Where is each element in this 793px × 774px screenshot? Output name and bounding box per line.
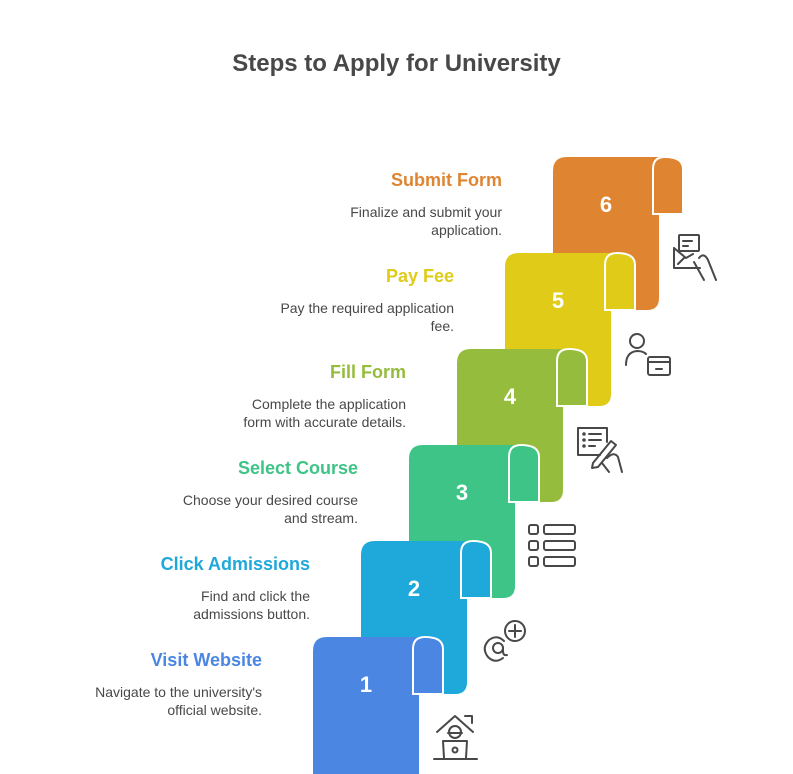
step-3-description-line2: and stream. — [284, 510, 358, 526]
step-6-text — [242, 170, 502, 239]
step-5-text — [194, 266, 454, 335]
step-6-description-line2: application. — [431, 222, 502, 238]
step-5-description-line2: fee. — [430, 318, 454, 334]
step-3-text — [98, 458, 358, 527]
step-1-title: Visit Website — [150, 650, 262, 670]
form-pen-icon — [578, 428, 622, 472]
step-2-title: Click Admissions — [160, 554, 310, 574]
envelope-hand-icon — [674, 235, 716, 280]
step-4-description-line1: Complete the application — [251, 396, 406, 412]
step-3-title: Select Course — [237, 458, 358, 478]
step-2-number: 2 — [407, 576, 421, 601]
step-6-title: Submit Form — [391, 170, 502, 190]
step-1-text — [2, 650, 262, 719]
step-5-description-line1: Pay the required application — [280, 300, 454, 316]
step-2-description-line2: admissions button. — [193, 606, 310, 622]
step-4-text — [146, 362, 406, 431]
step-6-number: 6 — [599, 192, 613, 217]
step-6-description-line1: Finalize and submit your — [350, 204, 502, 220]
step-1-ribbon — [313, 637, 443, 774]
step-5-number: 5 — [551, 288, 565, 313]
step-3-number: 3 — [455, 480, 469, 505]
step-1-description-line1: Navigate to the university's — [95, 684, 262, 700]
diagram-title: Steps to Apply for University — [232, 50, 561, 77]
step-5-title: Pay Fee — [385, 266, 454, 286]
step-1-description-line2: official website. — [167, 702, 262, 718]
step-3-description-line1: Choose your desired course — [182, 492, 358, 508]
at-plus-icon — [485, 621, 525, 661]
list-icon — [529, 525, 575, 566]
step-4-description-line2: form with accurate details. — [243, 414, 406, 430]
user-card-icon — [626, 334, 670, 375]
step-4-title: Fill Form — [330, 362, 406, 382]
step-1-number: 1 — [359, 672, 373, 697]
step-2-text — [50, 554, 310, 623]
home-laptop-icon — [434, 716, 477, 759]
step-4-number: 4 — [503, 384, 517, 409]
step-2-description-line1: Find and click the — [201, 588, 310, 604]
